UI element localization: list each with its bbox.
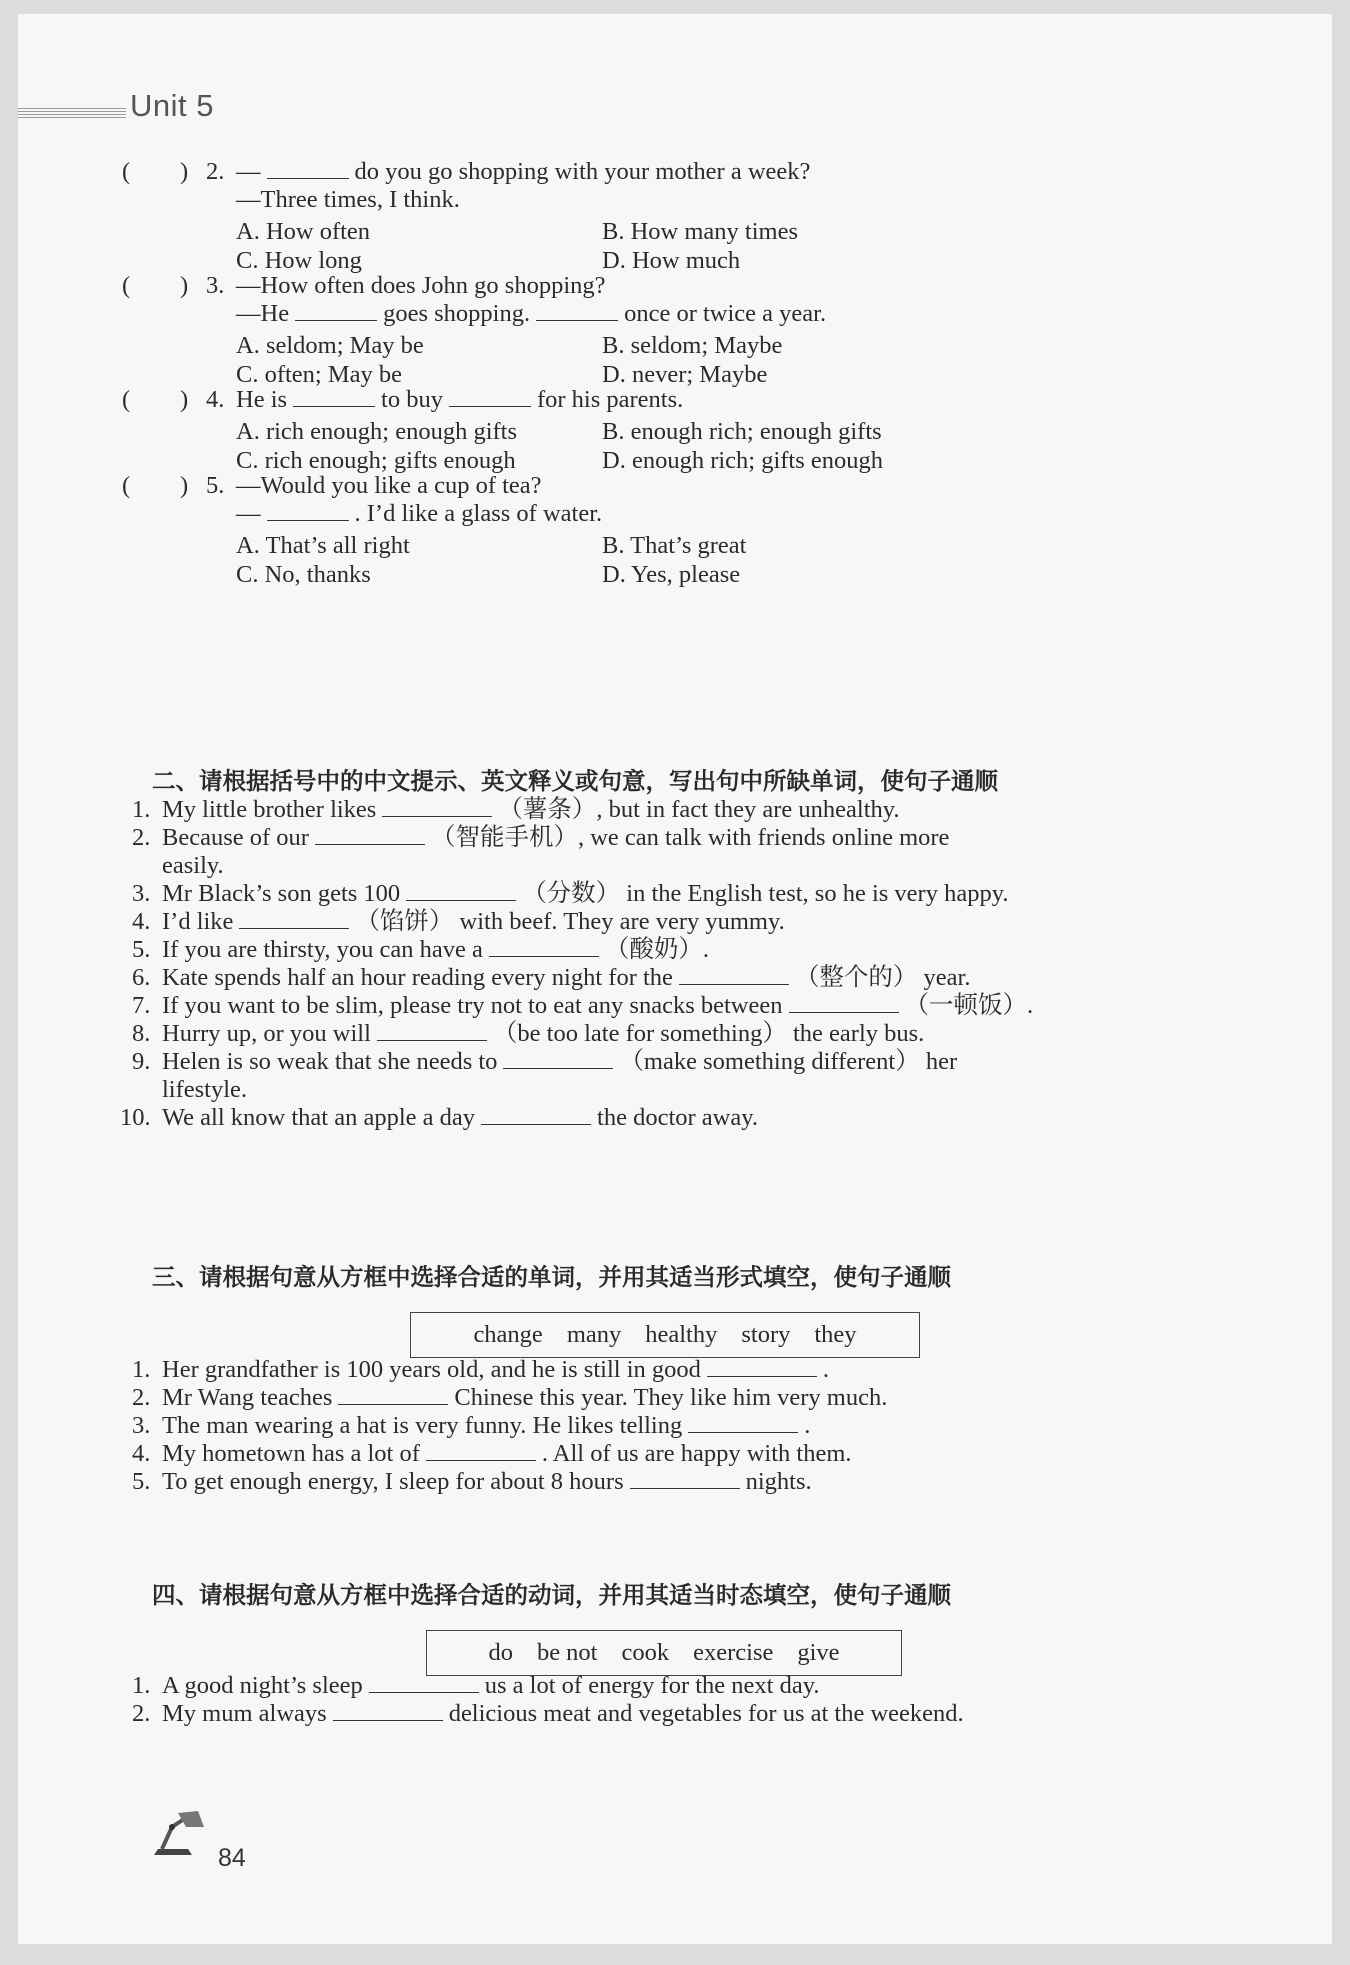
item-number xyxy=(132,1046,150,1078)
item-number-text: 3. xyxy=(132,1412,151,1439)
answer-blank[interactable] xyxy=(489,934,599,957)
answer-option[interactable] xyxy=(602,416,882,448)
section4-title: 四、请根据句意从方框中选择合适的动词，并用其适当时态填空，使句子通顺 xyxy=(152,1581,951,1609)
question-number-text: 3. xyxy=(206,272,225,299)
answer-blank[interactable] xyxy=(630,1466,740,1489)
item-number-text: 1. xyxy=(132,796,151,823)
text: （智能手机）, we can talk with friends online more xyxy=(430,824,950,851)
paren-open: ( xyxy=(122,386,131,413)
answer-option[interactable] xyxy=(602,216,798,248)
text: （酸奶）. xyxy=(604,936,709,963)
text: . All of us are happy with them. xyxy=(541,1440,852,1467)
item-number-text: 8. xyxy=(132,1020,151,1047)
option-text: D. How much xyxy=(602,247,741,274)
paren-open: ( xyxy=(122,472,131,499)
answer-blank[interactable] xyxy=(293,384,375,407)
text: He is xyxy=(236,386,288,413)
text: Chinese this year. They like him very much. xyxy=(454,1384,888,1411)
fill-in-sentence xyxy=(162,1466,812,1498)
desk-lamp-icon xyxy=(148,1809,210,1859)
text: （分数） in the English test, so he is very happy. xyxy=(522,880,1009,907)
question-number xyxy=(206,156,224,188)
answer-blank[interactable] xyxy=(536,298,618,321)
answer-blank[interactable] xyxy=(295,298,377,321)
text: （馅饼） with beef. They are very yummy. xyxy=(355,908,785,935)
paren-close: ) xyxy=(180,272,189,299)
option-text: D. enough rich; gifts enough xyxy=(602,447,884,474)
text: The man wearing a hat is very funny. He likes telling xyxy=(162,1412,683,1439)
answer-option[interactable] xyxy=(602,245,740,277)
question-number xyxy=(206,270,224,302)
answer-blank[interactable] xyxy=(707,1354,817,1377)
word-box-item: do xyxy=(488,1639,513,1666)
answer-option[interactable] xyxy=(236,530,410,562)
text: lifestyle. xyxy=(162,1076,248,1103)
answer-blank[interactable] xyxy=(406,878,516,901)
word-box-item: be not xyxy=(536,1639,598,1666)
item-number-text: 5. xyxy=(132,936,151,963)
answer-blank[interactable] xyxy=(333,1698,443,1721)
option-text: A. That’s all right xyxy=(236,532,410,559)
answer-blank[interactable] xyxy=(679,962,789,985)
text: To get enough energy, I sleep for about 8 hours xyxy=(162,1468,624,1495)
question-number-text: 4. xyxy=(206,386,225,413)
option-text: C. rich enough; gifts enough xyxy=(236,447,516,474)
option-text: A. rich enough; enough gifts xyxy=(236,418,518,445)
question-number xyxy=(206,470,224,502)
text: . xyxy=(804,1412,811,1439)
text: Mr Black’s son gets 100 xyxy=(162,880,401,907)
question-stem-line2 xyxy=(236,498,602,530)
paren-close: ) xyxy=(180,386,189,413)
word-box-item: healthy xyxy=(645,1321,718,1348)
text: My little brother likes xyxy=(162,796,377,823)
answer-option[interactable] xyxy=(236,416,517,448)
item-number-text: 4. xyxy=(132,908,151,935)
fill-in-sentence xyxy=(162,1046,957,1078)
answer-option[interactable] xyxy=(602,530,746,562)
answer-blank[interactable] xyxy=(315,822,425,845)
question-number-text: 5. xyxy=(206,472,225,499)
text: （make something different） her xyxy=(619,1048,958,1075)
text: nights. xyxy=(745,1468,812,1495)
text: My hometown has a lot of xyxy=(162,1440,420,1467)
text: . xyxy=(822,1356,830,1383)
answer-paren xyxy=(122,384,130,416)
paren-open: ( xyxy=(122,272,131,299)
answer-paren-close xyxy=(180,270,188,302)
section3-word-box xyxy=(410,1312,920,1358)
text: do you go shopping with your mother a week? xyxy=(354,158,811,185)
text: If you are thirsty, you can have a xyxy=(162,936,483,963)
item-number-text: 2. xyxy=(132,1384,151,1411)
answer-blank[interactable] xyxy=(239,906,349,929)
answer-blank[interactable] xyxy=(503,1046,613,1069)
answer-option[interactable] xyxy=(236,559,371,591)
text: — xyxy=(236,158,261,185)
paren-open: ( xyxy=(122,158,131,185)
text: （整个的） year. xyxy=(794,964,971,991)
text: . I’d like a glass of water. xyxy=(354,500,603,527)
text: （一顿饭）. xyxy=(904,992,1034,1019)
text: （薯条）, but in fact they are unhealthy. xyxy=(498,796,900,823)
page-number: 84 xyxy=(218,1844,246,1872)
answer-blank[interactable] xyxy=(688,1410,798,1433)
word-box-item: cook xyxy=(621,1639,670,1666)
text: —Three times, I think. xyxy=(236,186,460,213)
answer-blank[interactable] xyxy=(267,156,349,179)
option-text: B. That’s great xyxy=(602,532,747,559)
text: Hurry up, or you will xyxy=(162,1020,371,1047)
answer-paren-close xyxy=(180,470,188,502)
paren-close: ) xyxy=(180,472,189,499)
option-text: C. often; May be xyxy=(236,361,403,388)
text: We all know that an apple a day xyxy=(162,1104,476,1131)
section2-title: 二、请根据括号中的中文提示、英文释义或句意，写出句中所缺单词，使句子通顺 xyxy=(152,767,998,795)
answer-option[interactable] xyxy=(602,330,782,362)
answer-blank[interactable] xyxy=(369,1670,479,1693)
fill-in-sentence xyxy=(162,1102,758,1134)
unit-title: Unit 5 xyxy=(130,88,214,123)
section3-title: 三、请根据句意从方框中选择合适的单词，并用其适当形式填空，使句子通顺 xyxy=(152,1263,951,1291)
text: Mr Wang teaches xyxy=(162,1384,333,1411)
item-number-text: 1. xyxy=(132,1672,151,1699)
text: easily. xyxy=(162,852,224,879)
item-number xyxy=(132,822,150,854)
text: I’d like xyxy=(162,908,234,935)
text: Her grandfather is 100 years old, and he is still in good xyxy=(162,1356,701,1383)
text: to buy xyxy=(381,386,443,413)
answer-paren-close xyxy=(180,156,188,188)
text: —How often does John go shopping? xyxy=(236,272,606,299)
word-box-item: exercise xyxy=(693,1639,774,1666)
item-number xyxy=(132,1698,150,1730)
question-stem-line2 xyxy=(236,184,460,216)
text: Because of our xyxy=(162,824,309,851)
text: — xyxy=(236,500,261,527)
option-text: C. How long xyxy=(236,247,362,274)
item-number xyxy=(120,1102,151,1134)
text: Kate spends half an hour reading every night for the xyxy=(162,964,673,991)
answer-paren xyxy=(122,156,130,188)
text: —Would you like a cup of tea? xyxy=(236,472,542,499)
item-number-text: 9. xyxy=(132,1048,151,1075)
answer-blank[interactable] xyxy=(426,1438,536,1461)
question-stem xyxy=(236,384,683,416)
answer-paren-close xyxy=(180,384,188,416)
text: goes shopping. xyxy=(383,300,531,327)
word-box-item: give xyxy=(797,1639,840,1666)
text: A good night’s sleep xyxy=(162,1672,363,1699)
item-number-text: 2. xyxy=(132,824,151,851)
text: My mum always xyxy=(162,1700,327,1727)
option-text: C. No, thanks xyxy=(236,561,371,588)
answer-option[interactable] xyxy=(602,445,883,477)
item-number-text: 10. xyxy=(120,1104,151,1131)
item-number-text: 3. xyxy=(132,880,151,907)
question-number xyxy=(206,384,224,416)
answer-blank[interactable] xyxy=(481,1102,591,1125)
text: Helen is so weak that she needs to xyxy=(162,1048,498,1075)
item-number-text: 7. xyxy=(132,992,151,1019)
text: delicious meat and vegetables for us at the weekend. xyxy=(448,1700,964,1727)
text: once or twice a year. xyxy=(624,300,827,327)
answer-blank[interactable] xyxy=(267,498,349,521)
answer-blank[interactable] xyxy=(449,384,531,407)
answer-blank[interactable] xyxy=(382,794,492,817)
option-text: A. How often xyxy=(236,218,371,245)
option-text: D. never; Maybe xyxy=(602,361,768,388)
text: （be too late for something） the early bus. xyxy=(492,1020,925,1047)
text: —He xyxy=(236,300,290,327)
unit-header xyxy=(18,88,278,128)
workbook-page xyxy=(18,14,1332,1944)
answer-blank[interactable] xyxy=(377,1018,487,1041)
text: If you want to be slim, please try not to eat any snacks between xyxy=(162,992,783,1019)
answer-paren xyxy=(122,470,130,502)
question-stem-line2 xyxy=(236,298,826,330)
item-number-text: 6. xyxy=(132,964,151,991)
text: for his parents. xyxy=(536,386,684,413)
word-box-item: many xyxy=(566,1321,622,1348)
answer-option[interactable] xyxy=(236,330,424,362)
question-number-text: 2. xyxy=(206,158,225,185)
answer-option[interactable] xyxy=(236,216,370,248)
word-box-item: they xyxy=(814,1321,857,1348)
item-number-text: 2. xyxy=(132,1700,151,1727)
item-number-text: 4. xyxy=(132,1440,151,1467)
item-number xyxy=(132,1466,150,1498)
fill-in-sentence xyxy=(162,822,949,854)
word-box-item: change xyxy=(473,1321,543,1348)
text: the doctor away. xyxy=(597,1104,759,1131)
option-text: D. Yes, please xyxy=(602,561,741,588)
answer-paren xyxy=(122,270,130,302)
header-rule-decoration xyxy=(18,108,126,120)
word-box-item: story xyxy=(741,1321,791,1348)
option-text: A. seldom; May be xyxy=(236,332,424,359)
answer-blank[interactable] xyxy=(338,1382,448,1405)
fill-in-sentence xyxy=(162,1698,964,1730)
answer-blank[interactable] xyxy=(789,990,899,1013)
option-text: B. How many times xyxy=(602,218,798,245)
option-text: B. enough rich; enough gifts xyxy=(602,418,882,445)
item-number-text: 5. xyxy=(132,1468,151,1495)
option-text: B. seldom; Maybe xyxy=(602,332,783,359)
item-number-text: 1. xyxy=(132,1356,151,1383)
text: us a lot of energy for the next day. xyxy=(484,1672,820,1699)
paren-close: ) xyxy=(180,158,189,185)
answer-option[interactable] xyxy=(602,559,740,591)
